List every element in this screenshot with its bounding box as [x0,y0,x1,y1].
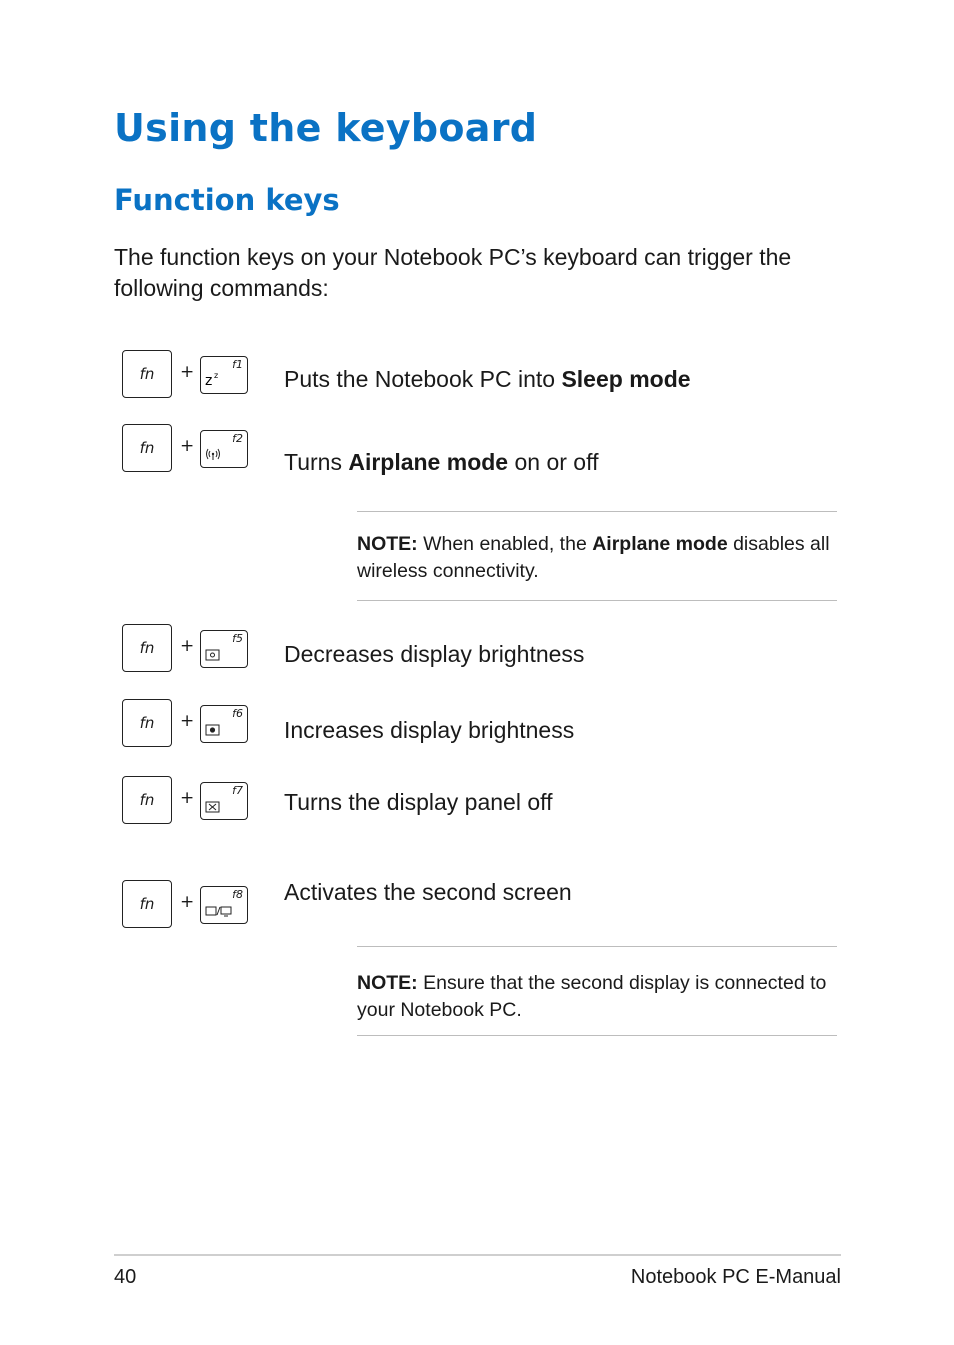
f2-key [200,430,248,468]
brightness-down-icon [205,646,221,665]
key-combo-fn-f8 [122,880,250,932]
manual-title: Notebook PC E-Manual [630,1266,841,1288]
key-combo-fn-f7 [122,776,250,828]
plus-sign: + [180,892,195,912]
fn-key: fn [122,699,172,747]
note-airplane: NOTE: When enabled, the Airplane mode disables all wireless connectivity. [357,533,830,582]
airplane-wireless-icon [205,446,221,465]
section-title: Function keys [114,183,340,217]
brightness-up-icon [205,721,221,740]
svg-text:z: z [205,373,213,387]
note-bottom-divider [357,600,837,601]
note-second-display: NOTE: Ensure that the second display is connected to your Notebook PC. [357,972,827,1021]
key-combo-fn-f5 [122,624,250,676]
fn-key: fn [122,350,172,398]
f5-key [200,630,248,668]
plus-sign: + [180,362,195,382]
plus-sign: + [180,788,195,808]
f8-key-label: f8 [232,888,243,901]
fn-key: fn [122,880,172,928]
f6-key-label: f6 [232,707,243,720]
svg-text:z: z [214,371,219,380]
note-top-divider [357,946,837,947]
intro-paragraph: The function keys on your Notebook PC’s keyboard can trigger the following commands: [114,244,792,301]
key-combo-fn-f6 [122,699,250,751]
row-description-f6: Increases display brightness [284,717,575,743]
note-bottom-divider [357,1035,837,1036]
row-description-f7: Turns the display panel off [284,789,553,815]
row-description-f8: Activates the second screen [284,879,572,905]
f8-key [200,886,248,924]
plus-sign: + [180,636,195,656]
fn-key: fn [122,424,172,472]
fn-key: fn [122,776,172,824]
plus-sign: + [180,711,195,731]
f1-key [200,356,248,394]
page-title: Using the keyboard [114,106,538,150]
row-description-f2: Turns Airplane mode on or off [284,449,599,475]
f7-key-label: f7 [232,784,243,797]
key-combo-fn-f1 [122,350,250,402]
note-top-divider [357,511,837,512]
f1-key-label: f1 [232,358,243,371]
f6-key [200,705,248,743]
row-description-f5: Decreases display brightness [284,641,585,667]
sleep-icon [205,371,223,391]
display-off-icon [205,798,221,817]
key-combo-fn-f2 [122,424,250,476]
fn-key: fn [122,624,172,672]
f5-key-label: f5 [232,632,243,645]
second-screen-icon [205,902,233,921]
page-number: 40 [114,1266,137,1288]
plus-sign: + [180,436,195,456]
f2-key-label: f2 [232,432,243,445]
footer-divider [114,1254,841,1256]
row-description-f1: Puts the Notebook PC into Sleep mode [284,366,691,392]
f7-key [200,782,248,820]
